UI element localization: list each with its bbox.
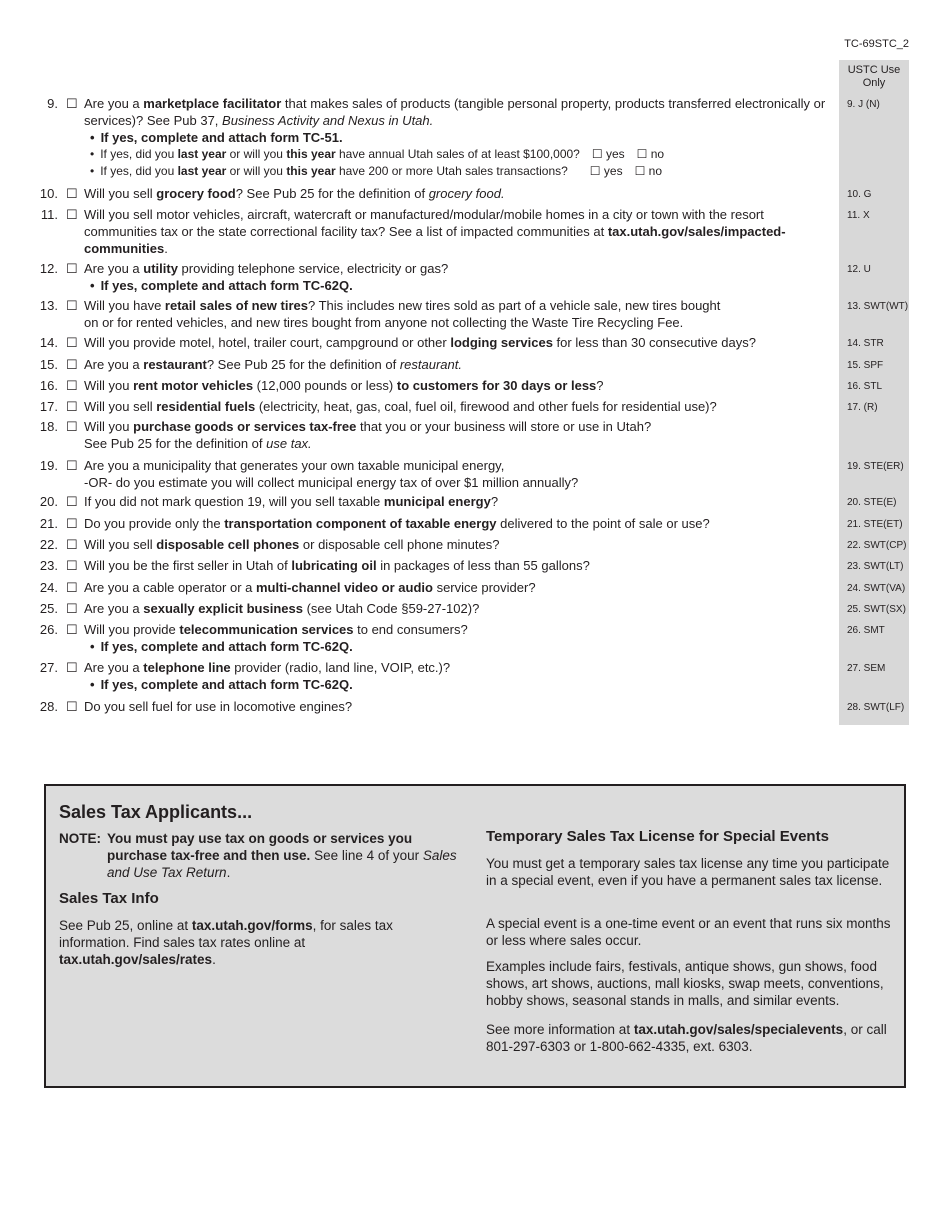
use-code: 28. SWT(LF) — [847, 702, 905, 713]
sub-question-transactions: • If yes, did you last year or will you this year have 200 or more Utah sales transactions? ☐ yes ☐ no — [84, 163, 829, 180]
checkbox[interactable]: ☐ — [66, 699, 78, 714]
checkbox[interactable]: ☐ — [66, 261, 78, 276]
forms-link[interactable]: tax.utah.gov/forms — [191, 918, 313, 933]
rates-link[interactable]: tax.utah.gov/sales/rates — [59, 952, 213, 967]
checkbox[interactable]: ☐ — [66, 419, 78, 434]
more-information: See more information at tax.utah.gov/sales/specialevents, or call 801-297-6303 or 1-800-662-4335, ext. 6303. — [486, 1022, 887, 1054]
checkbox[interactable]: ☐ — [66, 378, 78, 393]
instruction: • If yes, complete and attach form TC-51. — [84, 129, 829, 146]
question-number: 18. — [39, 419, 58, 434]
sales-tax-info-heading: Sales Tax Info — [59, 890, 159, 907]
checkbox[interactable]: ☐ — [66, 516, 78, 531]
checkbox[interactable]: ☐ — [66, 558, 78, 573]
no-checkbox[interactable]: ☐ no — [636, 147, 665, 161]
question-number: 17. — [39, 399, 58, 414]
question-number: 21. — [39, 516, 58, 531]
use-code: 9. J (N) — [847, 99, 880, 110]
checkbox[interactable]: ☐ — [66, 96, 78, 111]
question-number: 19. — [39, 458, 58, 473]
checkbox[interactable]: ☐ — [66, 357, 78, 372]
use-code: 14. STR — [847, 338, 884, 349]
ustc-use-header: USTC Use Only — [847, 64, 901, 89]
sub-question-sales: • If yes, did you last year or will you this year have annual Utah sales of at least $100,000? ☐ yes ☐ no — [84, 146, 829, 163]
question-text: Will you sell motor vehicles, aircraft, watercraft or manufactured/modular/mobile homes in a city or town with the resort communities tax or the state correctional facility tax? See a list of impacted communities at tax.utah.gov/sales/impacted-communities. — [84, 207, 786, 256]
checkbox[interactable]: ☐ — [66, 580, 78, 595]
question-number: 22. — [39, 537, 58, 552]
use-code: 26. SMT — [847, 625, 885, 636]
question-text: Are you a cable operator or a multi-channel video or audio service provider? — [84, 580, 536, 595]
checkbox[interactable]: ☐ — [66, 494, 78, 509]
use-code: 12. U — [847, 264, 871, 275]
checkbox[interactable]: ☐ — [66, 458, 78, 473]
question-number: 10. — [39, 186, 58, 201]
note-label: NOTE: — [59, 831, 101, 846]
instruction: • If yes, complete and attach form TC-62Q. — [84, 676, 829, 693]
use-code: 20. STE(E) — [847, 497, 897, 508]
special-event-definition: A special event is a one-time event or an event that runs six months or less where sales occur. — [486, 916, 891, 948]
question-text: Will you sell residential fuels (electricity, heat, gas, coal, fuel oil, firewood and other fuels for residential use)? — [84, 399, 717, 414]
use-code: 22. SWT(CP) — [847, 540, 907, 551]
question-number: 25. — [39, 601, 58, 616]
checkbox[interactable]: ☐ — [66, 622, 78, 637]
use-code: 10. G — [847, 189, 872, 200]
question-text: Are you a sexually explicit business (see Utah Code §59-27-102)? — [84, 601, 480, 616]
use-code: 21. STE(ET) — [847, 519, 903, 530]
question-text: Will you purchase goods or services tax-free that you or your business will store or use in Utah? See Pub 25 for the definition of use tax. — [84, 419, 652, 451]
question-number: 12. — [39, 261, 58, 276]
yes-checkbox[interactable]: ☐ yes — [589, 164, 623, 178]
question-number: 28. — [39, 699, 58, 714]
question-text: Will you sell grocery food? See Pub 25 for the definition of grocery food. — [84, 186, 505, 201]
instruction: • If yes, complete and attach form TC-62Q. — [84, 277, 829, 294]
question-text: Will you rent motor vehicles (12,000 pounds or less) to customers for 30 days or less? — [84, 378, 604, 393]
temporary-license-heading: Temporary Sales Tax License for Special Events — [486, 828, 829, 845]
impacted-communities-link[interactable]: tax.utah.gov/sales/impacted-communities — [84, 224, 786, 256]
checkbox[interactable]: ☐ — [66, 186, 78, 201]
question-number: 9. — [47, 96, 58, 111]
question-number: 11. — [40, 207, 58, 222]
instruction: • If yes, complete and attach form TC-62Q. — [84, 638, 829, 655]
checkbox[interactable]: ☐ — [66, 537, 78, 552]
checkbox[interactable]: ☐ — [66, 399, 78, 414]
question-number: 14. — [39, 335, 58, 350]
use-code: 19. STE(ER) — [847, 461, 904, 472]
use-code: 15. SPF — [847, 360, 884, 371]
question-text: Will you sell disposable cell phones or disposable cell phone minutes? — [84, 537, 500, 552]
special-event-examples: Examples include fairs, festivals, antique shows, gun shows, food shows, art shows, auctions, mall kiosks, swap meets, conventions, hobby shows, seasonal stands in malls, and similar events. — [486, 959, 884, 1008]
no-checkbox[interactable]: ☐ no — [634, 164, 663, 178]
question-text: Are you a restaurant? See Pub 25 for the definition of restaurant. — [84, 357, 462, 372]
question-number: 16. — [39, 378, 58, 393]
question-number: 23. — [39, 558, 58, 573]
question-text: Do you provide only the transportation component of taxable energy delivered to the point of sale or use? — [84, 516, 710, 531]
question-text: Will you have retail sales of new tires? This includes new tires sold as part of a vehicle sale, new tires bought on or for rented vehicles, and new tires bought from anyone not collecting the Waste Tire Recycling Fee. — [84, 298, 721, 330]
use-code: 23. SWT(LT) — [847, 561, 904, 572]
question-text: Are you a telephone line provider (radio, land line, VOIP, etc.)? • If yes, complete and attach form TC-62Q. — [84, 659, 829, 693]
question-number: 26. — [39, 622, 58, 637]
special-events-link[interactable]: tax.utah.gov/sales/specialevents — [633, 1022, 844, 1037]
question-text: Will you provide motel, hotel, trailer court, campground or other lodging services for less than 30 consecutive days? — [84, 335, 756, 350]
sales-tax-info-text: See Pub 25, online at tax.utah.gov/forms, for sales tax information. Find sales tax rates online at tax.utah.gov/sales/rates. — [59, 918, 393, 967]
use-code: 11. X — [847, 210, 870, 221]
use-code: 27. SEM — [847, 663, 886, 674]
question-text: If you did not mark question 19, will you sell taxable municipal energy? — [84, 494, 499, 509]
use-code: 17. (R) — [847, 402, 878, 413]
question-number: 24. — [39, 580, 58, 595]
use-code: 13. SWT(WT) — [847, 301, 909, 312]
use-code: 16. STL — [847, 381, 883, 392]
question-text: Do you sell fuel for use in locomotive engines? — [84, 699, 353, 714]
checkbox[interactable]: ☐ — [66, 660, 78, 675]
checkbox[interactable]: ☐ — [66, 298, 78, 313]
form-id: TC-69STC_2 — [844, 38, 909, 50]
yes-checkbox[interactable]: ☐ yes — [591, 147, 625, 161]
checkbox[interactable]: ☐ — [66, 601, 78, 616]
sales-tax-applicants-panel: Sales Tax Applicants... NOTE: You must pay use tax on goods or services you purchase tax-free and then use. See line 4 of your Sales and Use Tax Return. Sales Tax Info See Pub 25, online at tax.utah.gov/forms, for sales tax information. Find sales tax rates online at tax.utah.gov/sales/rates. Temporary Sales Tax License for Special Events You must get a temporary sales tax license any time you participate in a special event, even if you have a permanent sales tax license. A special event is a one-time event or an event that runs six months or less where sales occur. Examples include fairs, festivals, antique shows, gun shows, food shows, art shows, auctions, mall kiosks, swap meets, conventions, hobby shows, seasonal stands in malls, and similar events. See more information at tax.utah.gov/sales/specialevents, or call 801-297-6303 or 1-800-662-4335, ext. 6303. — [44, 784, 906, 1088]
question-number: 15. — [39, 357, 58, 372]
use-code: 24. SWT(VA) — [847, 583, 906, 594]
question-text: Are you a marketplace facilitator that makes sales of products (tangible personal property, products transferred electronically or services)? See Pub 37, Business Activity and Nexus in Utah. • If yes, complete and attach form TC-51. • If yes, did you last year or will you this year have annual Utah sales of at least $100,000? ☐ yes ☐ no • If yes, did you last year or will you this year have 200 or more Utah sales transactions? ☐ yes ☐ no — [84, 95, 829, 180]
question-text: Are you a municipality that generates your own taxable municipal energy, -OR- do you estimate you will collect municipal energy tax of over $1 million annually? — [84, 458, 579, 490]
checkbox[interactable]: ☐ — [66, 335, 78, 350]
question-text: Will you be the first seller in Utah of lubricating oil in packages of less than 55 gallons? — [84, 558, 590, 573]
question-text: Will you provide telecommunication services to end consumers? • If yes, complete and attach form TC-62Q. — [84, 621, 829, 655]
panel-title: Sales Tax Applicants... — [59, 802, 253, 822]
question-number: 27. — [39, 660, 58, 675]
question-number: 20. — [39, 494, 58, 509]
question-number: 13. — [39, 298, 58, 313]
use-code: 25. SWT(SX) — [847, 604, 906, 615]
question-text: Are you a utility providing telephone service, electricity or gas? • If yes, complete and attach form TC-62Q. — [84, 260, 829, 294]
checkbox[interactable]: ☐ — [66, 207, 78, 222]
temporary-license-text: You must get a temporary sales tax license any time you participate in a special event, even if you have a permanent sales tax license. — [486, 856, 890, 888]
